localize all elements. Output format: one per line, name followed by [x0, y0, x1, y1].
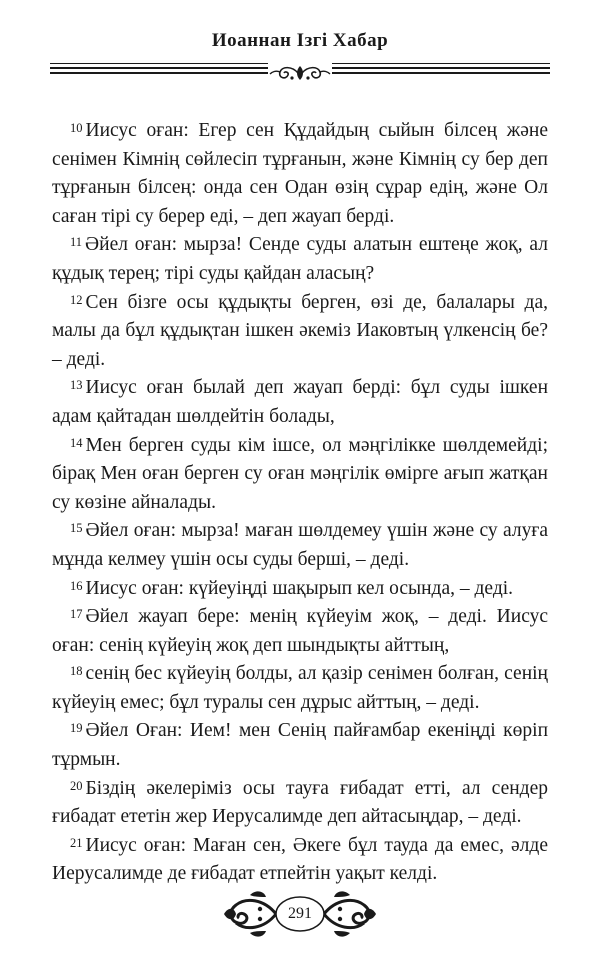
verse-text: Иисус оған: Егер сен Құдайдың сыйын білсең және сенімен Кімнің сөйлесіп тұрғанын, және Кімнің су бер деп тұрғанын білсең: онда сен Одан өзің сұрар едің, және Ол саған тірі су берер еді, – деп жауап берді.	[52, 120, 548, 227]
verse-number: 19	[70, 721, 83, 736]
verse-13	[52, 374, 548, 431]
verse-number: 12	[70, 292, 83, 307]
verse-text: Сен бізге осы құдықты берген, өзі де, балалары да, малы да бұл құдықтан ішкен әкеміз Иаковтың үлкенсің бе? – деді.	[52, 291, 548, 370]
verse-text: Иисус оған былай деп жауап берді: бұл суды ішкен адам қайтадан шөлдейтін болады,	[52, 377, 548, 427]
verse-number: 13	[70, 378, 83, 393]
verse-number: 11	[70, 235, 83, 250]
verse-text: сенің бес күйеуің болды, ал қазір сенімен болған, сенің күйеуің емес; бұл туралы сен дұрыс айттың, – деді.	[52, 663, 548, 713]
verse-18	[52, 660, 548, 717]
verse-11	[52, 231, 548, 288]
verse-text: Әйел жауап бере: менің күйеуім жоқ, – деді. Иисус оған: сенің күйеуің жоқ деп шындықты айттың,	[52, 606, 548, 656]
verse-12	[52, 289, 548, 375]
verse-15	[52, 517, 548, 574]
verse-number: 17	[70, 607, 83, 622]
verse-text: Біздің әкелеріміз осы тауға ғибадат етті, ал сендер ғибадат ететін жер Иерусалимде деп айтасыңдар, – деді.	[52, 777, 548, 828]
verse-21	[52, 832, 548, 889]
verse-number: 15	[70, 521, 83, 536]
verse-text: Мен берген суды кім ішсе, ол мәңгілікке шөлдемейді; бірақ Мен оған берген су оған мәңгілік өмірге ағып жатқан су көзіне айналады.	[52, 434, 548, 513]
verse-text: Әйел оған: мырза! Сенде суды алатын ештеңе жоқ, ал құдық терең; тірі суды қайдан аласың?	[52, 234, 548, 284]
verse-number: 10	[70, 121, 83, 135]
page-header-title: Иоаннан Ізгі Хабар	[211, 30, 389, 51]
verse-text: Иисус оған: Маған сен, Әкеге бұл тауда да емес, әлде Иерусалимде де ғибадат етпейтін уақыт келді.	[52, 834, 548, 885]
verse-19	[52, 717, 548, 774]
verse-16	[52, 575, 548, 604]
verse-text: Әйел оған: мырза! маған шөлдемеу үшін және су алуға мұнда келмеу үшін осы суды берші, – деді.	[52, 520, 548, 570]
verse-10	[52, 117, 548, 231]
verse-text-block	[52, 117, 548, 889]
page-number: 291	[288, 905, 312, 922]
verse-text: Әйел Оған: Ием! мен Сенің пайғамбар екеніңді көріп тұрмын.	[52, 720, 548, 771]
verse-20	[52, 775, 548, 832]
verse-number: 21	[70, 835, 83, 850]
verse-text: Иисус оған: күйеуіңді шақырып кел осында, – деді.	[85, 577, 514, 599]
verse-number: 18	[70, 664, 83, 679]
verse-number: 16	[70, 578, 83, 593]
verse-number: 20	[70, 778, 83, 793]
verse-14	[52, 432, 548, 518]
verse-17	[52, 603, 548, 660]
verse-number: 14	[70, 435, 83, 450]
header-ornament-icon	[268, 62, 332, 86]
